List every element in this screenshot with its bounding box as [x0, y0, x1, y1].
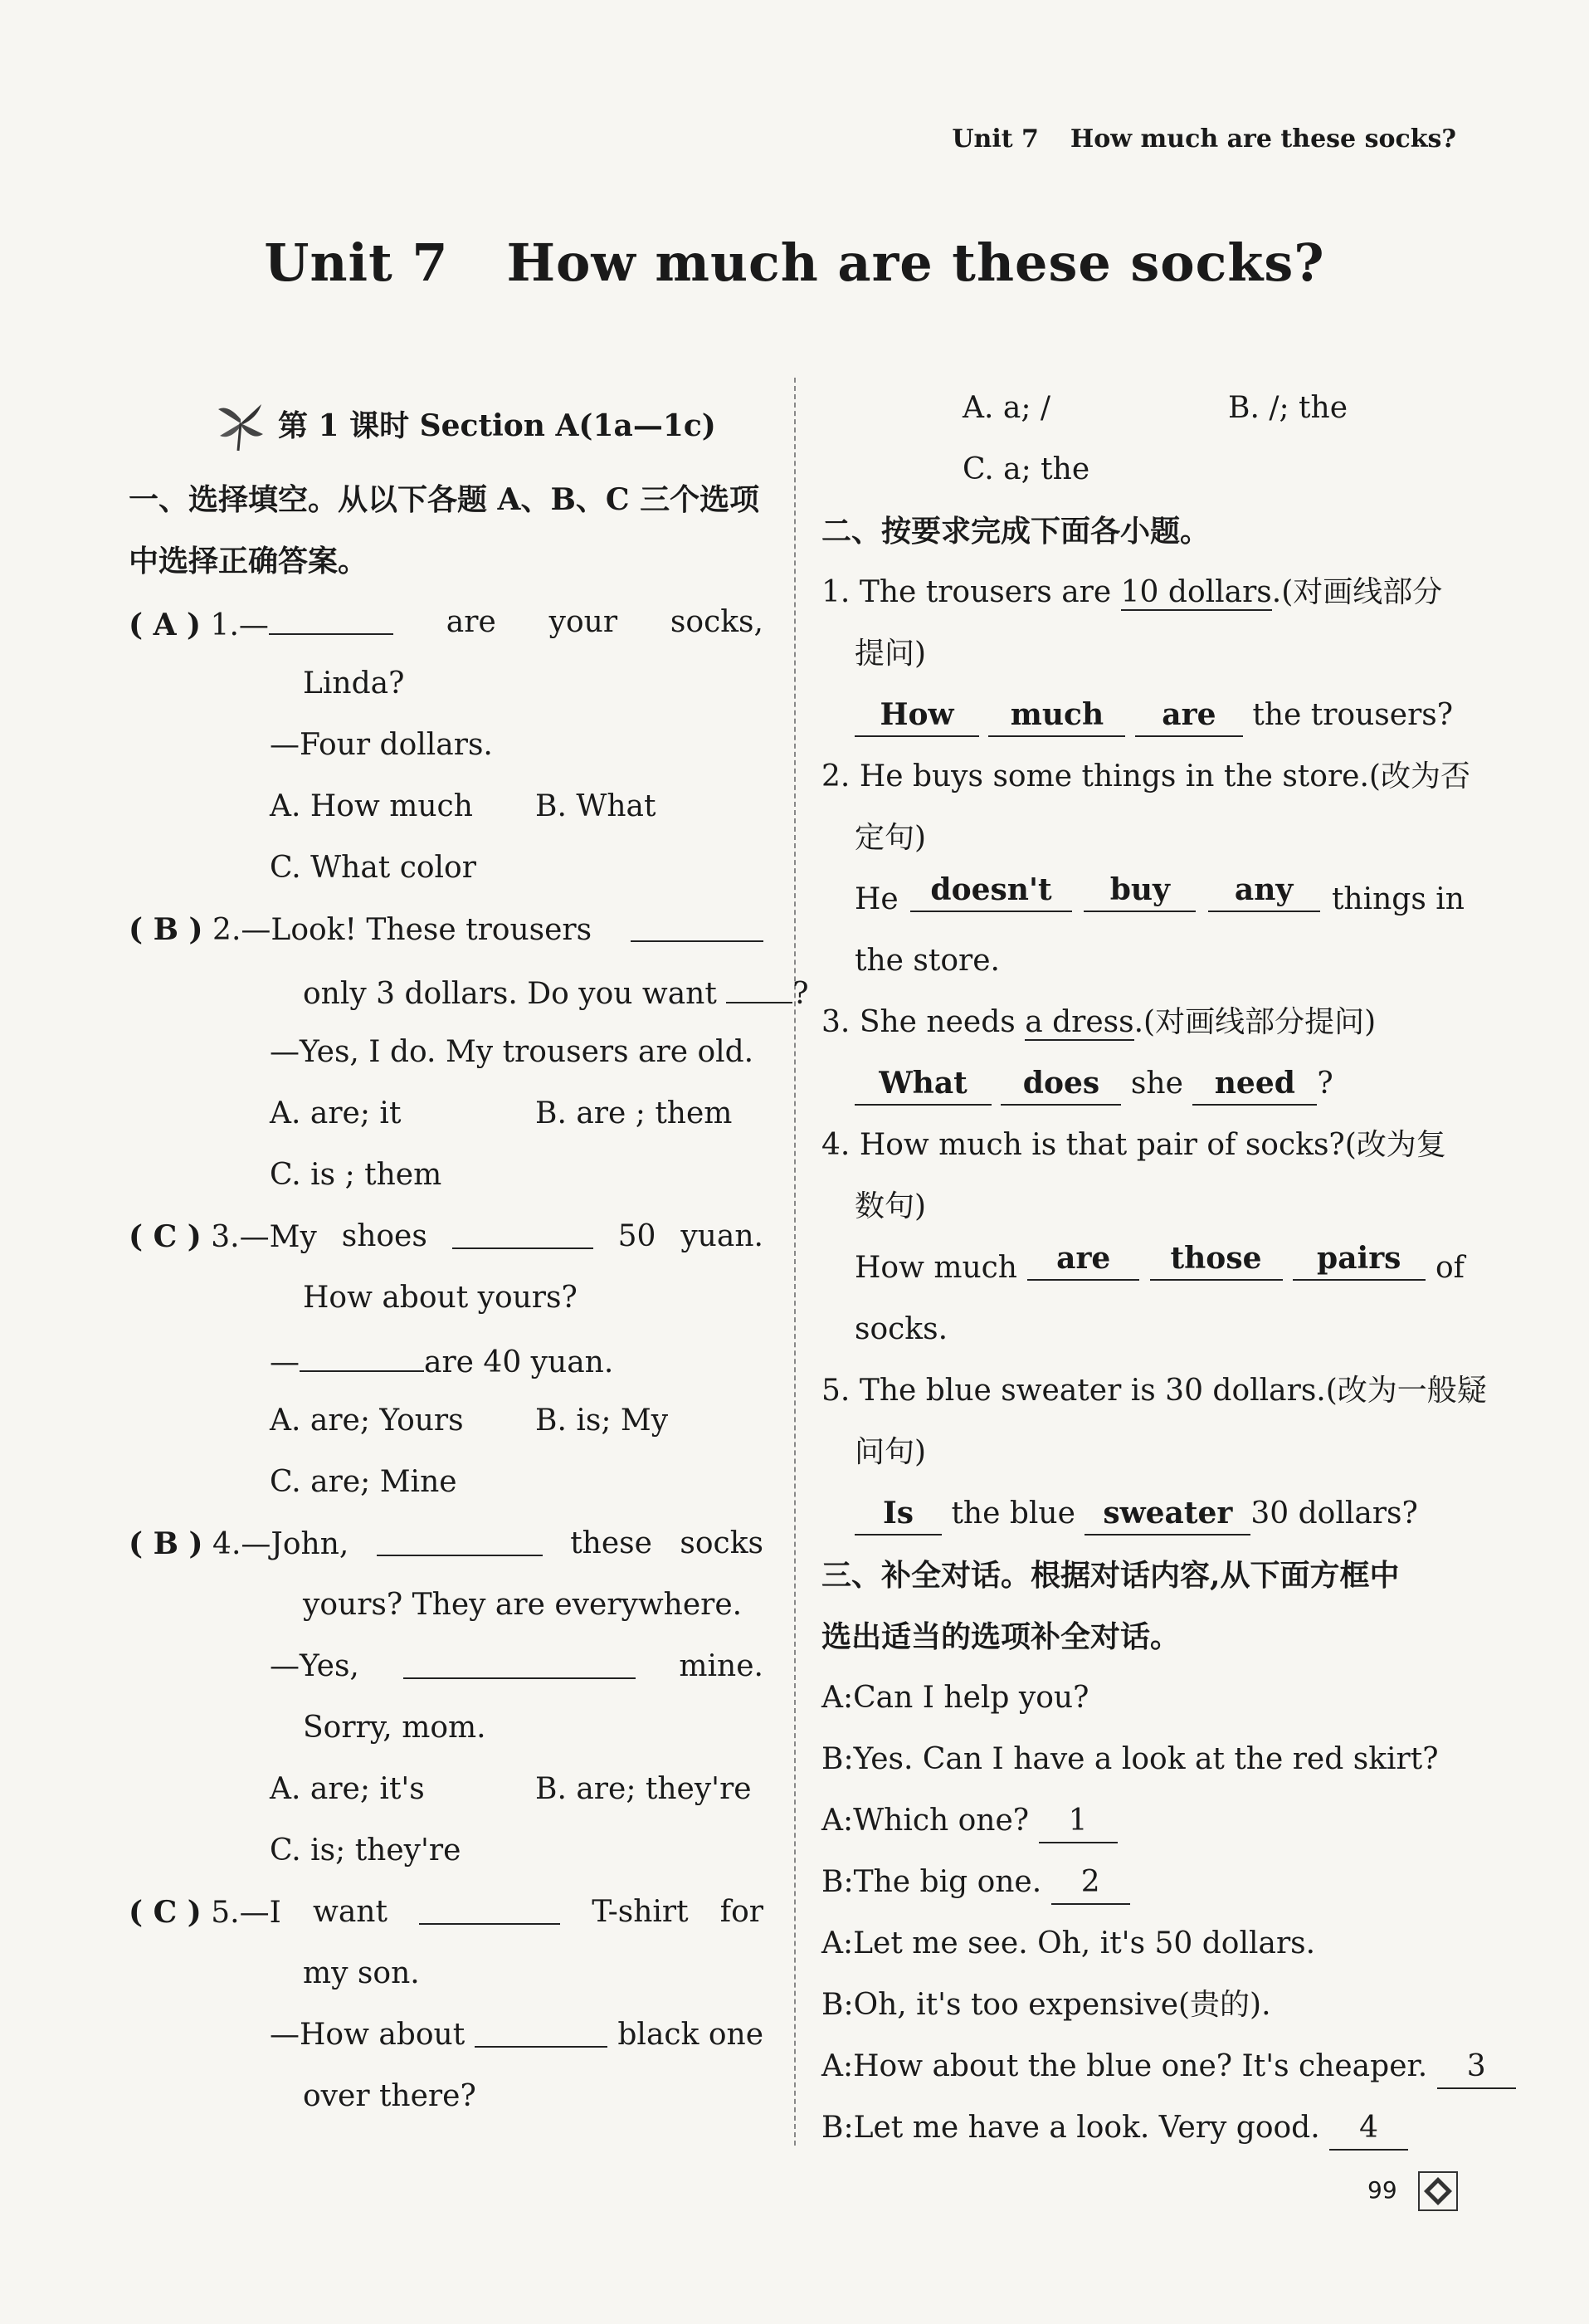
p2-q3-ans3[interactable]: need — [1192, 1062, 1317, 1106]
p2-q2-line2: 定句) — [855, 821, 927, 855]
part3-heading-cont: 选出适当的选项补全对话。 — [821, 1619, 1181, 1654]
p2-q1-line2: 提问) — [855, 637, 927, 671]
q5-line1: ( C ) 5.—I want T-shirt for — [129, 1882, 763, 1943]
q4-line2: yours? They are everywhere. — [303, 1588, 743, 1622]
q5-line4: over there? — [303, 2079, 476, 2113]
diamond-icon — [1417, 2170, 1459, 2212]
p2-q3-underlined: a dress — [1025, 1005, 1134, 1039]
q4-line1: ( B ) 4.—John, these socks — [129, 1513, 763, 1575]
dialog-line-3: A:Which one? 1 — [821, 1790, 1465, 1852]
p2-q2-ans1[interactable]: doesn't — [910, 869, 1072, 912]
q1-answer: ( A ) — [129, 608, 202, 642]
dialog-line-8: B:Let me have a look. Very good. 4 — [821, 2097, 1465, 2159]
p2-q1-ans1[interactable]: How — [855, 694, 979, 737]
q2-line1: ( B ) 2.—Look! These trousers — [129, 899, 763, 960]
q5-option-c: C. a; the — [963, 452, 1090, 486]
p2-q1-underlined: 10 dollars — [1120, 575, 1272, 609]
q4-options: A. are; it's B. are; they're — [270, 1772, 752, 1806]
p2-q2-answer: He doesn't buy any things in — [821, 869, 1465, 930]
p2-q4-ans1[interactable]: are — [1027, 1238, 1139, 1281]
part1-heading: 一、选择填空。从以下各题 A、B、C 三个选项 — [129, 482, 760, 517]
q4-line4: Sorry, mom. — [303, 1711, 486, 1745]
p2-q2-ans2[interactable]: buy — [1084, 869, 1196, 912]
dialog-line-6: B:Oh, it's too expensive(贵的). — [821, 1988, 1271, 2022]
p2-q4-ans3[interactable]: pairs — [1293, 1238, 1426, 1281]
p2-q2-line1: 2. He buys some things in the store.(改为否 — [821, 759, 1470, 793]
p2-q5-line2: 问句) — [855, 1435, 927, 1469]
column-divider — [794, 378, 796, 2146]
p2-q3-answer: What does she need ? — [821, 1053, 1465, 1115]
dialog-line-4: B:The big one. 2 — [821, 1852, 1465, 1913]
p2-q4-line1: 4. How much is that pair of socks?(改为复 — [821, 1128, 1446, 1162]
q3-line3: — are 40 yuan. — [129, 1329, 763, 1390]
q2-option-c: C. is ; them — [270, 1158, 442, 1192]
part1-heading-cont: 中选择正确答案。 — [129, 544, 368, 579]
q1-line2: Linda? — [303, 666, 405, 701]
p2-q5-line1: 5. The blue sweater is 30 dollars.(改为一般疑 — [821, 1374, 1487, 1408]
p2-q5-ans1[interactable]: Is — [855, 1492, 942, 1536]
page-title — [0, 232, 1589, 293]
page-number: 99 — [1367, 2176, 1397, 2204]
header-title: How much are these socks? — [1070, 124, 1456, 154]
q2-blank2[interactable] — [726, 960, 792, 1003]
q5-line2: my son. — [303, 1956, 420, 1990]
header-unit: Unit 7 — [952, 124, 1039, 154]
dialog-blank-2[interactable]: 2 — [1051, 1862, 1130, 1905]
q3-options: A. are; Yours B. is; My — [270, 1404, 669, 1438]
q3-answer: ( C ) — [129, 1219, 202, 1254]
q2-line2: only 3 dollars. Do you want ? — [129, 960, 763, 1022]
p2-q4-line2: 数句) — [855, 1189, 927, 1223]
p2-q3-ans1[interactable]: What — [855, 1062, 992, 1106]
q3-option-c: C. are; Mine — [270, 1465, 457, 1499]
q4-line3: —Yes, mine. — [129, 1636, 763, 1697]
p2-q2-line4: the store. — [855, 944, 1000, 978]
q2-options: A. are; it B. are ; them — [270, 1096, 733, 1130]
q1-option-c: C. What color — [270, 851, 476, 885]
q5-answer: ( C ) — [129, 1895, 202, 1930]
part3-heading: 三、补全对话。根据对话内容,从下面方框中 — [821, 1558, 1400, 1593]
p2-q1-answer: How much are the trousers? — [821, 685, 1465, 746]
p2-q4-ans2[interactable]: those — [1150, 1238, 1283, 1281]
dialog-line-7: A:How about the blue one? It's cheaper. 3 — [821, 2036, 1465, 2097]
p2-q1-ans2[interactable]: much — [988, 694, 1125, 737]
q4-blank2[interactable] — [403, 1636, 636, 1679]
q5-line3: —How about black one — [129, 2004, 763, 2066]
q3-line2: How about yours? — [303, 1281, 578, 1315]
dialog-blank-1[interactable]: 1 — [1039, 1800, 1118, 1843]
q5-blank1[interactable] — [419, 1882, 560, 1925]
p2-q5-ans2[interactable]: sweater — [1085, 1492, 1250, 1536]
q5-blank2[interactable] — [475, 2004, 607, 2048]
title-text: How much are these socks? — [506, 232, 1325, 293]
dialog-line-2: B:Yes. Can I have a look at the red skirt? — [821, 1742, 1439, 1776]
q5-options: A. a; / B. /; the — [963, 391, 1348, 425]
part2-heading: 二、按要求完成下面各小题。 — [821, 514, 1211, 549]
q2-answer: ( B ) — [129, 912, 203, 947]
q2-blank1[interactable] — [631, 899, 763, 942]
q4-blank1[interactable] — [377, 1513, 543, 1556]
dialog-blank-3[interactable]: 3 — [1437, 2046, 1516, 2089]
lesson-label: 第 1 课时 Section A(1a—1c) — [278, 408, 716, 443]
p2-q2-ans3[interactable]: any — [1208, 869, 1320, 912]
lesson-heading — [212, 378, 763, 469]
p2-q3-ans2[interactable]: does — [1001, 1062, 1121, 1106]
q1-blank[interactable] — [269, 592, 393, 635]
p2-q1-ans3[interactable]: are — [1135, 694, 1243, 737]
q4-answer: ( B ) — [129, 1526, 203, 1561]
left-column — [129, 378, 809, 2127]
dialog-line-5: A:Let me see. Oh, it's 50 dollars. — [821, 1926, 1316, 1960]
dialog-blank-4[interactable]: 4 — [1329, 2107, 1408, 2151]
q2-line3: —Yes, I do. My trousers are old. — [270, 1035, 754, 1069]
q1-options: A. How much B. What — [270, 789, 656, 823]
q4-option-c: C. is; they're — [270, 1833, 461, 1868]
q3-blank2[interactable] — [300, 1329, 424, 1372]
p2-q5-answer: Is the blue sweater 30 dollars? — [821, 1483, 1465, 1545]
q1-line3: —Four dollars. — [270, 728, 493, 762]
p2-q4-line4: socks. — [855, 1312, 948, 1346]
running-header — [952, 124, 1456, 154]
q3-line1: ( C ) 3.—My shoes 50 yuan. — [129, 1206, 763, 1267]
p2-q4-answer: How much are those pairs of — [821, 1238, 1465, 1299]
title-unit: Unit 7 — [264, 232, 449, 293]
leaf-icon — [212, 394, 270, 452]
p2-q3-line1: 3. She needs a dress.(对画线部分提问) — [821, 1005, 1377, 1039]
right-column — [821, 378, 1487, 2159]
q1-line1: ( A ) 1.— are your socks, — [129, 592, 763, 653]
p2-q1-line1: 1. The trousers are 10 dollars.(对画线部分 — [821, 575, 1443, 609]
q3-blank1[interactable] — [452, 1206, 593, 1249]
dialog-line-1: A:Can I help you? — [821, 1681, 1089, 1715]
